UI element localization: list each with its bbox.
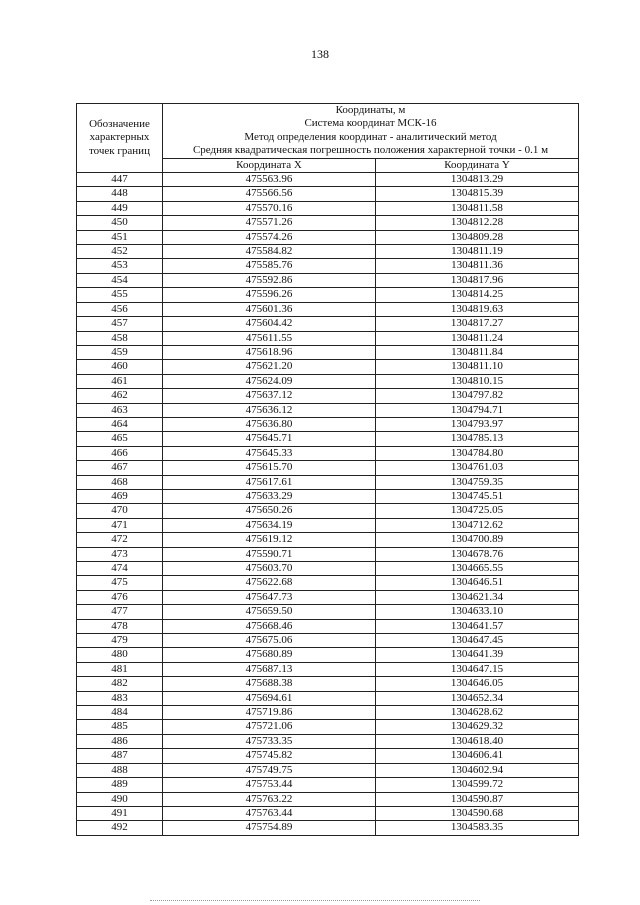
coordinates-table-body (77, 104, 579, 836)
point-id-cell: 490 (77, 792, 163, 806)
table-row (77, 576, 579, 590)
table-row (77, 619, 579, 633)
table-row (77, 345, 579, 359)
point-id-cell: 452 (77, 245, 163, 259)
point-id-cell: 467 (77, 461, 163, 475)
header-left-line: Обозначение (89, 117, 150, 130)
coord-y-cell: 1304809.28 (376, 230, 579, 244)
coord-x-cell: 475754.89 (163, 821, 376, 835)
coord-x-cell: 475624.09 (163, 374, 376, 388)
coord-y-cell: 1304785.13 (376, 432, 579, 446)
point-id-cell: 474 (77, 562, 163, 576)
coord-x-cell: 475719.86 (163, 706, 376, 720)
coord-x-cell: 475749.75 (163, 763, 376, 777)
point-id-cell: 491 (77, 806, 163, 820)
coord-x-cell: 475604.42 (163, 317, 376, 331)
coord-x-cell: 475680.89 (163, 648, 376, 662)
table-row (77, 302, 579, 316)
coord-x-cell: 475571.26 (163, 216, 376, 230)
page-bottom-rule (150, 900, 480, 901)
coord-y-cell: 1304583.35 (376, 821, 579, 835)
coord-x-cell: 475694.61 (163, 691, 376, 705)
coord-y-cell: 1304819.63 (376, 302, 579, 316)
coord-x-cell: 475611.55 (163, 331, 376, 345)
coord-y-cell: 1304725.05 (376, 504, 579, 518)
point-id-cell: 486 (77, 734, 163, 748)
point-id-cell: 450 (77, 216, 163, 230)
coord-y-cell: 1304628.62 (376, 706, 579, 720)
coord-y-cell: 1304811.58 (376, 201, 579, 215)
coord-y-cell: 1304813.29 (376, 173, 579, 187)
coord-y-cell: 1304745.51 (376, 489, 579, 503)
coord-y-cell: 1304606.41 (376, 749, 579, 763)
table-row (77, 173, 579, 187)
coord-y-cell: 1304810.15 (376, 374, 579, 388)
coord-x-cell: 475617.61 (163, 475, 376, 489)
point-id-cell: 478 (77, 619, 163, 633)
point-id-cell: 457 (77, 317, 163, 331)
coord-y-cell: 1304621.34 (376, 590, 579, 604)
table-row (77, 720, 579, 734)
table-row (77, 331, 579, 345)
table-row (77, 821, 579, 835)
table-row (77, 749, 579, 763)
point-id-cell: 480 (77, 648, 163, 662)
coordinates-header (163, 104, 579, 159)
point-id-cell: 453 (77, 259, 163, 273)
coord-x-cell: 475763.44 (163, 806, 376, 820)
coord-y-cell: 1304652.34 (376, 691, 579, 705)
table-row (77, 288, 579, 302)
coord-x-cell: 475687.13 (163, 662, 376, 676)
col-y-header: Координата Y (376, 158, 579, 172)
coord-x-cell: 475622.68 (163, 576, 376, 590)
coord-y-cell: 1304811.10 (376, 360, 579, 374)
coord-x-cell: 475721.06 (163, 720, 376, 734)
point-id-cell: 465 (77, 432, 163, 446)
coord-x-cell: 475659.50 (163, 605, 376, 619)
table-row (77, 389, 579, 403)
header-left-line: характерных (89, 131, 150, 144)
table-row (77, 677, 579, 691)
coord-x-cell: 475763.22 (163, 792, 376, 806)
point-id-cell: 466 (77, 446, 163, 460)
point-id-cell: 462 (77, 389, 163, 403)
point-id-cell: 454 (77, 273, 163, 287)
point-id-cell: 463 (77, 403, 163, 417)
point-id-cell: 469 (77, 489, 163, 503)
table-row (77, 533, 579, 547)
table-row (77, 446, 579, 460)
coord-y-cell: 1304641.57 (376, 619, 579, 633)
table-row (77, 417, 579, 431)
coord-x-cell: 475647.73 (163, 590, 376, 604)
coord-y-cell: 1304784.80 (376, 446, 579, 460)
point-id-cell: 460 (77, 360, 163, 374)
coord-y-cell: 1304794.71 (376, 403, 579, 417)
table-row (77, 662, 579, 676)
table-row (77, 245, 579, 259)
point-id-cell: 470 (77, 504, 163, 518)
coord-x-cell: 475590.71 (163, 547, 376, 561)
point-id-cell: 468 (77, 475, 163, 489)
coord-x-cell: 475637.12 (163, 389, 376, 403)
coord-x-cell: 475636.12 (163, 403, 376, 417)
coord-y-cell: 1304618.40 (376, 734, 579, 748)
table-row (77, 634, 579, 648)
coordinates-table (76, 103, 579, 836)
coord-y-cell: 1304647.45 (376, 634, 579, 648)
table-row (77, 259, 579, 273)
table-row (77, 317, 579, 331)
coord-y-cell: 1304646.51 (376, 576, 579, 590)
coord-x-cell: 475566.56 (163, 187, 376, 201)
coord-y-cell: 1304811.36 (376, 259, 579, 273)
table-row (77, 706, 579, 720)
coord-y-cell: 1304811.84 (376, 345, 579, 359)
point-id-cell: 451 (77, 230, 163, 244)
coord-x-cell: 475585.76 (163, 259, 376, 273)
coord-y-cell: 1304759.35 (376, 475, 579, 489)
point-id-cell: 461 (77, 374, 163, 388)
coord-x-cell: 475675.06 (163, 634, 376, 648)
point-id-cell: 458 (77, 331, 163, 345)
coord-y-cell: 1304815.39 (376, 187, 579, 201)
coord-x-cell: 475645.71 (163, 432, 376, 446)
coord-y-cell: 1304602.94 (376, 763, 579, 777)
coord-x-cell: 475688.38 (163, 677, 376, 691)
coord-y-cell: 1304817.96 (376, 273, 579, 287)
point-id-cell: 471 (77, 518, 163, 532)
table-row (77, 605, 579, 619)
point-id-cell: 459 (77, 345, 163, 359)
header-left-line: точек границ (89, 144, 150, 157)
coord-x-cell: 475619.12 (163, 533, 376, 547)
point-id-cell: 447 (77, 173, 163, 187)
table-row (77, 547, 579, 561)
col-x-header: Координата X (163, 158, 376, 172)
table-row (77, 648, 579, 662)
table-row (77, 475, 579, 489)
coord-y-cell: 1304814.25 (376, 288, 579, 302)
coord-x-cell: 475634.19 (163, 518, 376, 532)
coord-y-cell: 1304793.97 (376, 417, 579, 431)
coord-x-cell: 475621.20 (163, 360, 376, 374)
coord-x-cell: 475615.70 (163, 461, 376, 475)
coord-y-cell: 1304633.10 (376, 605, 579, 619)
coord-y-cell: 1304797.82 (376, 389, 579, 403)
table-row (77, 562, 579, 576)
coord-y-cell: 1304761.03 (376, 461, 579, 475)
coord-x-cell: 475633.29 (163, 489, 376, 503)
coord-x-cell: 475570.16 (163, 201, 376, 215)
coord-y-cell: 1304629.32 (376, 720, 579, 734)
point-id-cell: 476 (77, 590, 163, 604)
table-row (77, 403, 579, 417)
coord-x-cell: 475601.36 (163, 302, 376, 316)
table-row (77, 273, 579, 287)
point-id-cell: 473 (77, 547, 163, 561)
point-id-cell: 472 (77, 533, 163, 547)
point-id-cell: 481 (77, 662, 163, 676)
coord-x-cell: 475668.46 (163, 619, 376, 633)
point-id-cell: 483 (77, 691, 163, 705)
table-row (77, 691, 579, 705)
header-right-line: Координаты, м (335, 104, 406, 116)
coord-y-cell: 1304665.55 (376, 562, 579, 576)
coord-x-cell: 475733.35 (163, 734, 376, 748)
coord-x-cell: 475603.70 (163, 562, 376, 576)
table-row (77, 461, 579, 475)
header-row (77, 104, 579, 159)
coord-y-cell: 1304678.76 (376, 547, 579, 561)
coord-y-cell: 1304641.39 (376, 648, 579, 662)
point-id-cell: 477 (77, 605, 163, 619)
page-number: 138 (311, 47, 329, 61)
table-row (77, 806, 579, 820)
point-id-cell: 464 (77, 417, 163, 431)
coord-y-cell: 1304646.05 (376, 677, 579, 691)
point-id-cell: 485 (77, 720, 163, 734)
coord-y-cell: 1304817.27 (376, 317, 579, 331)
point-id-cell: 487 (77, 749, 163, 763)
table-row (77, 504, 579, 518)
table-row (77, 374, 579, 388)
table-row (77, 778, 579, 792)
coord-x-cell: 475574.26 (163, 230, 376, 244)
coord-x-cell: 475563.96 (163, 173, 376, 187)
point-id-cell: 479 (77, 634, 163, 648)
point-id-cell: 488 (77, 763, 163, 777)
table-row (77, 187, 579, 201)
table-row (77, 432, 579, 446)
point-id-cell: 482 (77, 677, 163, 691)
coord-x-cell: 475592.86 (163, 273, 376, 287)
coord-x-cell: 475753.44 (163, 778, 376, 792)
coord-y-cell: 1304590.68 (376, 806, 579, 820)
table-row (77, 792, 579, 806)
table-row (77, 590, 579, 604)
point-id-cell: 456 (77, 302, 163, 316)
header-right-line: Метод определения координат - аналитический метод (244, 130, 497, 143)
table-row (77, 216, 579, 230)
coord-y-cell: 1304811.19 (376, 245, 579, 259)
point-id-cell: 492 (77, 821, 163, 835)
coord-x-cell: 475650.26 (163, 504, 376, 518)
header-right-line: Система координат МСК-16 (304, 117, 437, 130)
point-id-cell: 455 (77, 288, 163, 302)
point-id-cell: 475 (77, 576, 163, 590)
table-row (77, 763, 579, 777)
coord-y-cell: 1304700.89 (376, 533, 579, 547)
coord-y-cell: 1304647.15 (376, 662, 579, 676)
coord-y-cell: 1304712.62 (376, 518, 579, 532)
point-id-cell: 484 (77, 706, 163, 720)
table-row (77, 518, 579, 532)
coord-x-cell: 475636.80 (163, 417, 376, 431)
coord-y-cell: 1304590.87 (376, 792, 579, 806)
coord-y-cell: 1304599.72 (376, 778, 579, 792)
coord-y-cell: 1304811.24 (376, 331, 579, 345)
coord-x-cell: 475584.82 (163, 245, 376, 259)
coord-x-cell: 475618.96 (163, 345, 376, 359)
coord-x-cell: 475745.82 (163, 749, 376, 763)
point-id-cell: 449 (77, 201, 163, 215)
point-id-cell: 448 (77, 187, 163, 201)
table-row (77, 489, 579, 503)
coord-x-cell: 475596.26 (163, 288, 376, 302)
table-row (77, 734, 579, 748)
header-right-line: Средняя квадратическая погрешность положения характерной точки - 0.1 м (192, 144, 549, 157)
table-row (77, 230, 579, 244)
table-row (77, 360, 579, 374)
coord-x-cell: 475645.33 (163, 446, 376, 460)
point-designation-header (77, 104, 163, 173)
coord-y-cell: 1304812.28 (376, 216, 579, 230)
point-id-cell: 489 (77, 778, 163, 792)
table-row (77, 201, 579, 215)
